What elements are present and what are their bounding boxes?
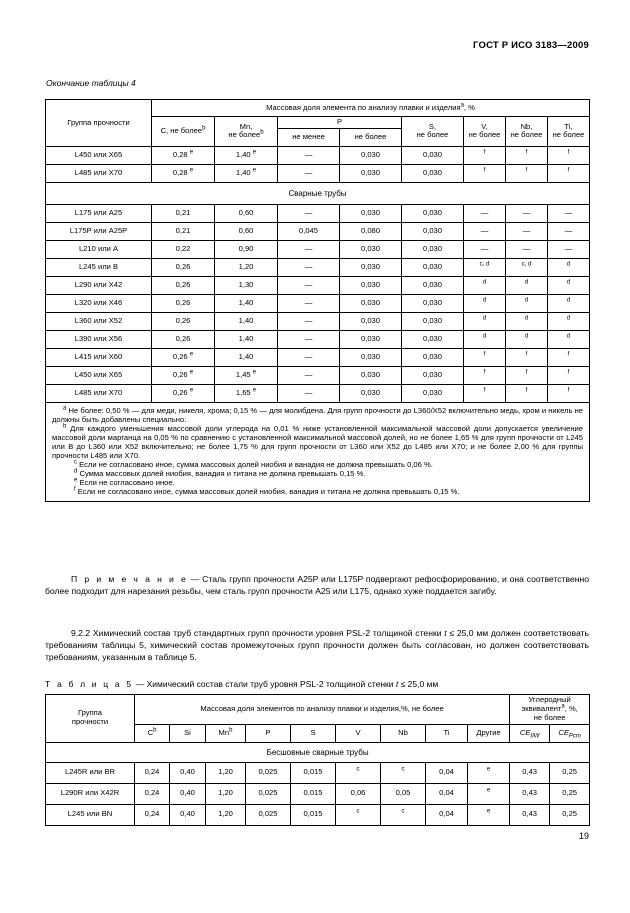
table4-cell-v: f	[464, 348, 506, 366]
table-row	[46, 258, 590, 276]
table-row	[46, 366, 590, 384]
table4-cell-pmax: 0,030	[340, 258, 402, 276]
table-row	[46, 240, 590, 258]
table5-col-other: Другие	[468, 724, 510, 742]
table4-cell-v: d	[464, 294, 506, 312]
table4-cell-c: 0,22	[152, 240, 215, 258]
table4-cell-nb: c, d	[506, 258, 548, 276]
table4-cell-v: c, d	[464, 258, 506, 276]
footnote-d-mark: d	[74, 468, 78, 475]
table4-cell-nb: f	[506, 164, 548, 182]
table4-cell-pmax: 0,030	[340, 276, 402, 294]
table5-cell-other: e	[468, 804, 510, 825]
table4-span-header-unit: , %	[463, 102, 475, 112]
table4-span-header	[152, 100, 590, 117]
table4-col-s-line2: не более	[416, 130, 449, 140]
table4-cell-pmin: —	[278, 330, 340, 348]
table-row	[46, 294, 590, 312]
table4-cell-mn: 1,40 $^e$	[215, 146, 278, 164]
table-row	[46, 312, 590, 330]
table4-cell-ti: f	[548, 164, 590, 182]
table4-cell-pmin: —	[278, 366, 340, 384]
clause-9-2-2	[45, 627, 589, 664]
table4-cell-grade: L485 или X70	[46, 164, 152, 182]
table5-ce-header-line2: эквивалент	[521, 703, 562, 713]
table-row	[46, 276, 590, 294]
table-row	[46, 164, 590, 182]
table4-cell-grade: L175 или A25	[46, 204, 152, 222]
table5-col-ce-pcm: $CE_{Pcm}$	[550, 724, 590, 742]
table4-cell-mn: 0,60	[215, 222, 278, 240]
table4-cell-nb: f	[506, 146, 548, 164]
table4-cell-pmax: 0,030	[340, 164, 402, 182]
footnote-e-mark: e	[74, 477, 78, 484]
table4-cell-nb: —	[506, 222, 548, 240]
table4-cell-grade: L290 или X42	[46, 276, 152, 294]
table4-col-ti-line1: Ti,	[564, 121, 573, 131]
table5-ce-header-unit: , %,	[564, 703, 578, 713]
table4-cell-ti: d	[548, 276, 590, 294]
table4-cell-s: 0,030	[402, 348, 464, 366]
table4-cell-pmax: 0,030	[340, 348, 402, 366]
table4-cell-pmin: —	[278, 384, 340, 402]
table-row	[46, 804, 590, 825]
table4-cell-s: 0,030	[402, 330, 464, 348]
table5-cell-si: 0,40	[170, 804, 206, 825]
clause-text-part2: ≤ 25,0 мм должен соответствовать требованиям таблицы 5, химический состав промежуточных групп прочности должен быть согласован, но должен соответствовать требованиям, указанным в таблице 5.	[45, 628, 589, 663]
table5-header-row-1	[46, 695, 590, 725]
table4-cell-grade: L360 или X52	[46, 312, 152, 330]
table5-ce-header-sup: a	[561, 703, 565, 710]
table5-cell-grade: L245R или BR	[46, 762, 135, 783]
table-5	[45, 694, 590, 826]
table5-cell-ce-iiw: 0,43	[510, 783, 550, 804]
table5-cell-grade: L290R или X42R	[46, 783, 135, 804]
table4-cell-mn: 0,90	[215, 240, 278, 258]
table4-cell-ti: d	[548, 258, 590, 276]
table4-section-label: Сварные трубы	[46, 182, 590, 204]
table4-col-ti	[548, 117, 590, 147]
table4-cell-mn: 1,65 $^e$	[215, 384, 278, 402]
table5-caption-label: Т а б л и ц а 5	[45, 679, 134, 689]
footnote-b	[52, 425, 583, 461]
table5-cell-ce-pcm: 0,25	[550, 783, 590, 804]
footnote-a	[52, 407, 583, 425]
table4-cell-pmax: 0,030	[340, 204, 402, 222]
table4-cell-v: —	[464, 204, 506, 222]
table4-col-p-min: не менее	[278, 128, 340, 146]
table5-cell-v: 0,06	[336, 783, 381, 804]
table4-cell-mn: 0,60	[215, 204, 278, 222]
table4-cell-c: 0,26	[152, 294, 215, 312]
table4-cell-mn: 1,40	[215, 330, 278, 348]
table4-cell-mn: 1,40	[215, 312, 278, 330]
table5-cell-s: 0,015	[291, 762, 336, 783]
footnote-c-text: Если не согласовано иное, сумма массовых долей ниобия и ванадия не должна превышать 0,06 %.	[79, 459, 433, 469]
table4-cell-pmin: —	[278, 240, 340, 258]
table4-cell-c: 0,26 $^e$	[152, 366, 215, 384]
table4-cell-s: 0,030	[402, 146, 464, 164]
table4-cell-v: d	[464, 330, 506, 348]
table5-ce-header-line1: Углеродный	[528, 695, 571, 704]
table4-col-v-line2: не более	[468, 130, 501, 140]
footnote-a-text: Не более: 0,50 % — для меди, никеля, хрома; 0,15 % — для молибдена. Для групп прочности до L360/X52 включительно медь, хром и никель не должны быть добавлены специально.	[52, 405, 584, 424]
table5-cell-c: 0,24	[135, 783, 170, 804]
document-header: ГОСТ Р ИСО 3183—2009	[473, 40, 589, 51]
table4-col-v-line1: V,	[481, 121, 488, 131]
table5-col-c: $C^b$	[135, 724, 170, 742]
table4-cell-s: 0,030	[402, 366, 464, 384]
clause-number: 9.2.2	[71, 628, 91, 638]
table5-cell-ce-iiw: 0,43	[510, 804, 550, 825]
table5-section-label: Бесшовные сварные трубы	[46, 742, 590, 762]
table5-cell-mn: 1,20	[206, 804, 246, 825]
table4-cell-ti: —	[548, 222, 590, 240]
table5-cell-grade: L245 или BN	[46, 804, 135, 825]
table5-cell-ti: 0,04	[426, 762, 468, 783]
table4-cell-ti: —	[548, 204, 590, 222]
table4-cell-nb: d	[506, 276, 548, 294]
table4-cell-pmin: —	[278, 146, 340, 164]
table4-cell-c: 0,26	[152, 330, 215, 348]
table4-cell-c: 0,26 $^e$	[152, 384, 215, 402]
footnote-f	[52, 488, 583, 497]
table4-col-nb	[506, 117, 548, 147]
table4-cell-pmin: —	[278, 276, 340, 294]
table-4	[45, 99, 590, 502]
table4-cell-grade: L450 или X65	[46, 366, 152, 384]
table4-cell-c: 0,28 $^e$	[152, 146, 215, 164]
table5-col-p: P	[246, 724, 291, 742]
table4-cell-grade: L210 или A	[46, 240, 152, 258]
table4-cell-v: f	[464, 164, 506, 182]
table5-cell-ce-pcm: 0,25	[550, 804, 590, 825]
table4-cell-pmax: 0,080	[340, 222, 402, 240]
table4-cell-c: 0,26	[152, 276, 215, 294]
table4-cell-pmin: —	[278, 164, 340, 182]
table4-col-p-max: не более	[340, 128, 402, 146]
table-row	[46, 204, 590, 222]
table4-cell-ti: d	[548, 330, 590, 348]
table4-cell-grade: L390 или X56	[46, 330, 152, 348]
table-row	[46, 783, 590, 804]
table5-cell-c: 0,24	[135, 804, 170, 825]
table4-cell-grade: L485 или X70	[46, 384, 152, 402]
table5-col-si: Si	[170, 724, 206, 742]
table5-cell-ti: 0,04	[426, 804, 468, 825]
table4-col-p: P	[278, 117, 402, 129]
table4-cell-s: 0,030	[402, 312, 464, 330]
table-row	[46, 330, 590, 348]
footnote-e-text: Если не согласовано иное.	[79, 477, 175, 487]
table5-cell-s: 0,015	[291, 804, 336, 825]
table4-col-s-line1: S,	[428, 121, 437, 131]
table5-col-mn: Mn$^b$	[206, 724, 246, 742]
table5-cell-si: 0,40	[170, 762, 206, 783]
table4-cell-s: 0,030	[402, 164, 464, 182]
table5-cell-s: 0,015	[291, 783, 336, 804]
table4-caption: Окончание таблицы 4	[46, 78, 136, 88]
table5-cell-mn: 1,20	[206, 762, 246, 783]
table4-cell-pmax: 0,030	[340, 240, 402, 258]
table4-cell-nb: f	[506, 384, 548, 402]
footnote-a-mark: a	[63, 405, 67, 412]
table4-cell-ti: d	[548, 312, 590, 330]
table5-cell-nb: c	[381, 762, 426, 783]
table4-cell-v: —	[464, 240, 506, 258]
table4-cell-nb: d	[506, 330, 548, 348]
table4-cell-nb: d	[506, 312, 548, 330]
table5-cell-p: 0,025	[246, 804, 291, 825]
table5-group-header	[46, 695, 135, 743]
table5-cell-nb: 0,05	[381, 783, 426, 804]
table4-col-c	[152, 117, 215, 147]
table4-cell-pmin: —	[278, 204, 340, 222]
table4-cell-c: 0,28 $^e$	[152, 164, 215, 182]
table4-cell-mn: 1,30	[215, 276, 278, 294]
table5-cell-ce-pcm: 0,25	[550, 762, 590, 783]
table4-span-header-sup: a	[460, 101, 464, 108]
table4-cell-v: —	[464, 222, 506, 240]
clause-text-part1: Химический состав труб стандартных групп прочности уровня PSL-2 толщиной стенки	[90, 628, 445, 638]
table4-col-mn-sup: b	[260, 129, 264, 136]
table4-cell-s: 0,030	[402, 384, 464, 402]
table4-cell-s: 0,030	[402, 204, 464, 222]
table4-col-ti-line2: не более	[552, 130, 585, 140]
table4-cell-s: 0,030	[402, 222, 464, 240]
table4-cell-pmax: 0,030	[340, 294, 402, 312]
table5-col-ce-iiw: $CE_{IIW}$	[510, 724, 550, 742]
table4-cell-ti: d	[548, 294, 590, 312]
table4-cell-c: 0,26 $^e$	[152, 348, 215, 366]
table4-cell-v: d	[464, 276, 506, 294]
table4-cell-mn: 1,20	[215, 258, 278, 276]
table4-col-s	[402, 117, 464, 147]
table4-cell-s: 0,030	[402, 294, 464, 312]
table4-cell-nb: f	[506, 366, 548, 384]
table4-cell-pmax: 0,030	[340, 146, 402, 164]
table4-col-c-label: C, не более	[160, 126, 203, 135]
table4-cell-nb: —	[506, 240, 548, 258]
footnote-d-text: Сумма массовых долей ниобия, ванадия и титана не должна превышать 0,15 %.	[79, 468, 366, 478]
table4-cell-v: d	[464, 312, 506, 330]
note-label: П р и м е ч а н и е	[71, 574, 188, 584]
table5-cell-v: c	[336, 804, 381, 825]
table4-col-c-sup: b	[202, 125, 206, 132]
table4-cell-c: 0,21	[152, 204, 215, 222]
table5-col-s: S	[291, 724, 336, 742]
table4-cell-s: 0,030	[402, 258, 464, 276]
page-number: 19	[578, 831, 589, 841]
footnote-f-mark: f	[74, 486, 76, 492]
footnote-b-text: Для каждого уменьшения массовой доли углерода на 0,01 % ниже установленной максимальной массовой доли допускается увеличение массовой доли марганца на 0,05 % по сравнению с установленной максимальной массовой долей, но не более 1,65 % для групп прочности от L245 или B до L360 или X52 включительно; не более 1,75 % для групп прочности от L360 или X52 до L485 или X70; и не более 2,00 % для группы прочности L485 или X70.	[52, 423, 584, 460]
table4-cell-c: 0,26	[152, 258, 215, 276]
table5-cell-p: 0,025	[246, 783, 291, 804]
table4-cell-c: 0,21	[152, 222, 215, 240]
table4-cell-pmin: —	[278, 294, 340, 312]
table4-cell-s: 0,030	[402, 276, 464, 294]
table4-cell-grade: L415 или X60	[46, 348, 152, 366]
table4-cell-pmin: —	[278, 348, 340, 366]
table5-ce-header-line3: не более	[533, 712, 566, 722]
table4-footnotes-row	[46, 402, 590, 502]
table4-cell-v: f	[464, 146, 506, 164]
table-row	[46, 348, 590, 366]
table5-caption	[45, 679, 438, 689]
table5-col-ti: Ti	[426, 724, 468, 742]
table4-cell-mn: 1,40	[215, 294, 278, 312]
table4-cell-pmax: 0,030	[340, 312, 402, 330]
table4-cell-ti: f	[548, 384, 590, 402]
table4-cell-pmax: 0,030	[340, 330, 402, 348]
table4-cell-pmin: 0,045	[278, 222, 340, 240]
table5-cell-other: e	[468, 762, 510, 783]
table5-cell-other: e	[468, 783, 510, 804]
footnote-b-mark: b	[63, 423, 67, 430]
table5-caption-tail: ≤ 25,0 мм	[398, 679, 439, 689]
table4-col-nb-line2: не более	[510, 130, 543, 140]
table5-caption-text: — Химический состав стали труб уровня PSL-2 толщиной стенки	[133, 679, 396, 689]
note-paragraph	[45, 573, 589, 597]
table4-cell-s: 0,030	[402, 240, 464, 258]
table5-cell-si: 0,40	[170, 783, 206, 804]
clause-symbol: t	[444, 628, 447, 638]
table5-group-header-line2: прочности	[71, 717, 109, 727]
table4-cell-mn: 1,40 $^e$	[215, 164, 278, 182]
table5-cell-p: 0,025	[246, 762, 291, 783]
table5-col-nb: Nb	[381, 724, 426, 742]
table4-cell-grade: L450 или X65	[46, 146, 152, 164]
footnote-f-text: Если не согласовано иное, сумма массовых долей ниобия, ванадия и титана не должна превышать 0,15 %.	[77, 486, 460, 496]
table4-cell-v: f	[464, 366, 506, 384]
table5-span-header: Массовая доля элементов по анализу плавки и изделия,%, не более	[135, 695, 510, 725]
table4-cell-ti: f	[548, 348, 590, 366]
table5-caption-symbol: t	[395, 679, 399, 689]
table4-cell-grade: L245 или B	[46, 258, 152, 276]
table5-section-seamless	[46, 742, 590, 762]
table4-cell-nb: f	[506, 348, 548, 366]
table4-col-v	[464, 117, 506, 147]
table5-cell-nb: c	[381, 804, 426, 825]
table4-header-row-1	[46, 100, 590, 117]
table5-cell-ce-iiw: 0,43	[510, 762, 550, 783]
table4-cell-v: f	[464, 384, 506, 402]
table5-col-v: V	[336, 724, 381, 742]
table4-cell-ti: f	[548, 146, 590, 164]
table4-cell-c: 0,26	[152, 312, 215, 330]
table5-cell-c: 0,24	[135, 762, 170, 783]
table4-col-mn-line2: не более	[228, 130, 261, 140]
table-row	[46, 384, 590, 402]
table4-cell-grade: L320 или X46	[46, 294, 152, 312]
table4-group-header: Группа прочности	[46, 100, 152, 147]
table5-cell-mn: 1,20	[206, 783, 246, 804]
table4-section-welded	[46, 182, 590, 204]
table4-cell-pmin: —	[278, 258, 340, 276]
table4-cell-mn: 1,40	[215, 348, 278, 366]
table4-cell-pmin: —	[278, 312, 340, 330]
table4-cell-ti: f	[548, 366, 590, 384]
table4-span-header-label: Массовая доля элемента по анализу плавки и изделия	[266, 102, 461, 112]
table4-footnotes	[46, 402, 590, 502]
table-row	[46, 222, 590, 240]
table4-col-mn-line1: Mn,	[239, 121, 253, 131]
footnote-c-mark: c	[74, 459, 77, 466]
table4-cell-grade: L175P или A25P	[46, 222, 152, 240]
table4-cell-pmax: 0,030	[340, 366, 402, 384]
table4-col-mn	[215, 117, 278, 147]
table4-cell-nb: d	[506, 294, 548, 312]
table4-col-nb-line1: Nb,	[520, 121, 533, 131]
table4-cell-nb: —	[506, 204, 548, 222]
table4-cell-pmax: 0,030	[340, 384, 402, 402]
table5-ce-header	[510, 695, 590, 725]
table5-group-header-line1: Группа	[77, 708, 103, 718]
table5-cell-ti: 0,04	[426, 783, 468, 804]
note-text: — Сталь групп прочности A25P или L175P подвергают рефосфорированию, и она соответственно более подходит для нарезания резьбы, чем сталь групп прочности A25 или L175, однако хуже поддается загибу.	[45, 574, 589, 597]
table-row	[46, 762, 590, 783]
table4-cell-mn: 1,45 $^e$	[215, 366, 278, 384]
table-row	[46, 146, 590, 164]
table4-cell-ti: —	[548, 240, 590, 258]
table5-cell-v: c	[336, 762, 381, 783]
